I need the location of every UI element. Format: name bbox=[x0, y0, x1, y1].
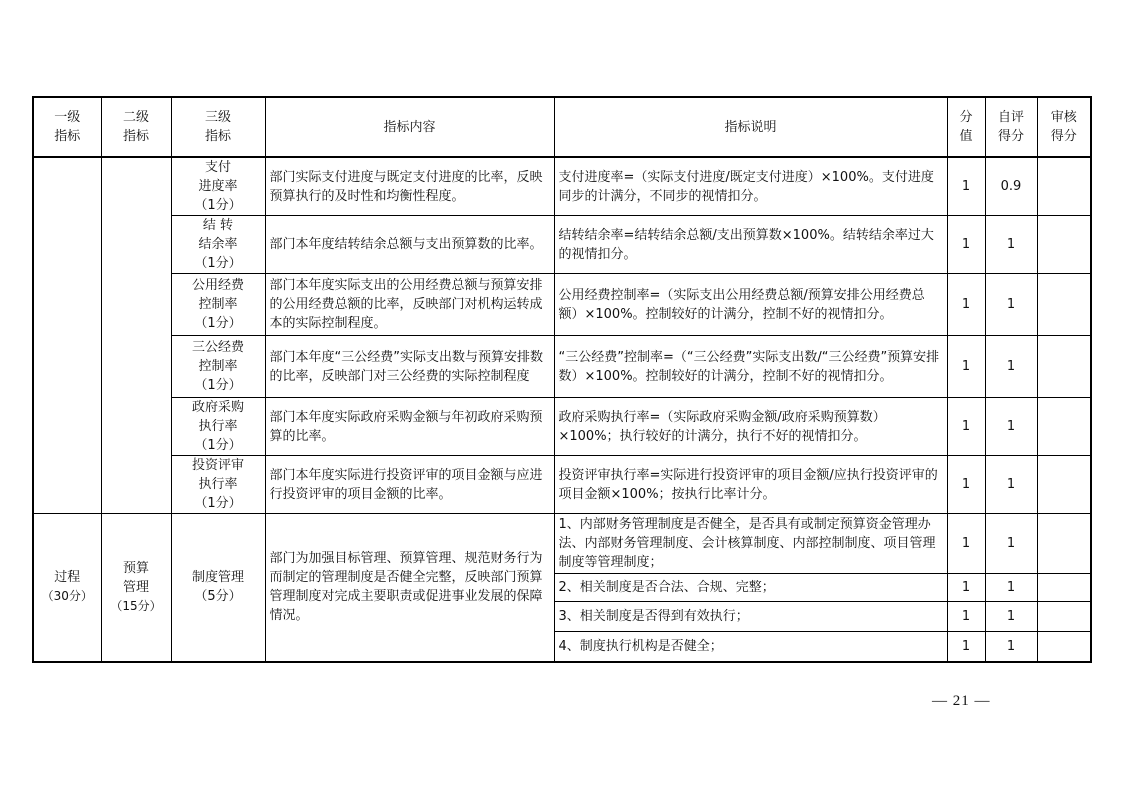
score-cell: 1 bbox=[947, 274, 985, 336]
self-score-cell: 1 bbox=[985, 216, 1037, 274]
header-cell: 分 值 bbox=[947, 97, 985, 157]
audit-score-cell bbox=[1037, 336, 1091, 398]
level3-indicator: 三公经费 控制率 （1分） bbox=[171, 336, 265, 398]
indicator-content: 部门本年度实际支出的公用经费总额与预算安排的公用经费总额的比率，反映部门对机构运转成本的实际控制程度。 bbox=[265, 274, 554, 336]
level2-cell-empty bbox=[101, 157, 171, 514]
level1-cell-empty bbox=[33, 157, 101, 514]
level2-label: 预算 管理 bbox=[122, 560, 149, 595]
level1-cell bbox=[33, 514, 101, 662]
self-score-cell: 1 bbox=[985, 514, 1037, 574]
level3-indicator: 投资评审 执行率 （1分） bbox=[171, 456, 265, 514]
header-cell: 一级 指标 bbox=[33, 97, 101, 157]
self-score-cell: 1 bbox=[985, 574, 1037, 602]
table-row bbox=[33, 216, 1091, 274]
header-cell: 二级 指标 bbox=[101, 97, 171, 157]
indicator-content: 部门本年度结转结余总额与支出预算数的比率。 bbox=[265, 216, 554, 274]
table-row bbox=[33, 274, 1091, 336]
audit-score-cell bbox=[1037, 274, 1091, 336]
indicator-description: “三公经费”控制率=（“三公经费”实际支出数/“三公经费”预算安排数）×100%。控制较好的计满分，控制不好的视情扣分。 bbox=[554, 336, 947, 398]
indicator-description: 支付进度率=（实际支付进度/既定支付进度）×100%。支付进度同步的计满分，不同步的视情扣分。 bbox=[554, 157, 947, 216]
level1-points: （30分） bbox=[41, 589, 93, 604]
table-header-row bbox=[33, 97, 1091, 157]
self-score-cell: 0.9 bbox=[985, 157, 1037, 216]
score-cell: 1 bbox=[947, 632, 985, 662]
indicator-description: 4、制度执行机构是否健全； bbox=[554, 632, 947, 662]
score-cell: 1 bbox=[947, 514, 985, 574]
table-row bbox=[33, 336, 1091, 398]
score-cell: 1 bbox=[947, 602, 985, 632]
level1-label: 过程 bbox=[54, 570, 81, 586]
level3-label: 制度管理 bbox=[191, 570, 244, 586]
self-score-cell: 1 bbox=[985, 632, 1037, 662]
score-cell: 1 bbox=[947, 574, 985, 602]
header-cell: 指标内容 bbox=[265, 97, 554, 157]
indicator-description: 结转结余率=结转结余总额/支出预算数×100%。结转结余率过大的视情扣分。 bbox=[554, 216, 947, 274]
score-cell: 1 bbox=[947, 398, 985, 456]
self-score-cell: 1 bbox=[985, 274, 1037, 336]
audit-score-cell bbox=[1037, 157, 1091, 216]
indicator-description: 3、相关制度是否得到有效执行； bbox=[554, 602, 947, 632]
self-score-cell: 1 bbox=[985, 336, 1037, 398]
level3-indicator: 支付 进度率 （1分） bbox=[171, 157, 265, 216]
indicator-description: 投资评审执行率=实际进行投资评审的项目金额/应执行投资评审的项目金额×100%；按执行比率计分。 bbox=[554, 456, 947, 514]
indicator-content: 部门实际支付进度与既定支付进度的比率，反映预算执行的及时性和均衡性程度。 bbox=[265, 157, 554, 216]
table-row bbox=[33, 456, 1091, 514]
score-cell: 1 bbox=[947, 336, 985, 398]
level3-cell bbox=[171, 514, 265, 662]
table-row bbox=[33, 398, 1091, 456]
indicator-description: 政府采购执行率=（实际政府采购金额/政府采购预算数）×100%；执行较好的计满分，执行不好的视情扣分。 bbox=[554, 398, 947, 456]
audit-score-cell bbox=[1037, 574, 1091, 602]
page-number: — 21 — bbox=[932, 693, 991, 709]
audit-score-cell bbox=[1037, 216, 1091, 274]
score-cell: 1 bbox=[947, 157, 985, 216]
level2-points: （15分） bbox=[110, 598, 162, 613]
self-score-cell: 1 bbox=[985, 398, 1037, 456]
score-cell: 1 bbox=[947, 216, 985, 274]
header-cell: 三级 指标 bbox=[171, 97, 265, 157]
indicator-table bbox=[32, 96, 1092, 663]
level3-indicator: 结 转 结余率 （1分） bbox=[171, 216, 265, 274]
audit-score-cell bbox=[1037, 456, 1091, 514]
table-row bbox=[33, 157, 1091, 216]
audit-score-cell bbox=[1037, 602, 1091, 632]
header-cell: 指标说明 bbox=[554, 97, 947, 157]
audit-score-cell bbox=[1037, 514, 1091, 574]
level3-indicator: 政府采购 执行率 （1分） bbox=[171, 398, 265, 456]
header-cell: 审核 得分 bbox=[1037, 97, 1091, 157]
indicator-description: 1、内部财务管理制度是否健全，是否具有或制定预算资金管理办法、内部财务管理制度、会计核算制度、内部控制制度、项目管理制度等管理制度； bbox=[554, 514, 947, 574]
level3-points: （5分） bbox=[194, 589, 242, 605]
audit-score-cell bbox=[1037, 632, 1091, 662]
self-score-cell: 1 bbox=[985, 456, 1037, 514]
score-cell: 1 bbox=[947, 456, 985, 514]
indicator-content: 部门为加强目标管理、预算管理、规范财务行为而制定的管理制度是否健全完整，反映部门预算管理制度对完成主要职责或促进事业发展的保障情况。 bbox=[265, 514, 554, 662]
audit-score-cell bbox=[1037, 398, 1091, 456]
indicator-description: 公用经费控制率=（实际支出公用经费总额/预算安排公用经费总额）×100%。控制较好的计满分，控制不好的视情扣分。 bbox=[554, 274, 947, 336]
indicator-content: 部门本年度实际进行投资评审的项目金额与应进行投资评审的项目金额的比率。 bbox=[265, 456, 554, 514]
header-cell: 自评 得分 bbox=[985, 97, 1037, 157]
level2-cell bbox=[101, 514, 171, 662]
indicator-description: 2、相关制度是否合法、合规、完整； bbox=[554, 574, 947, 602]
indicator-content: 部门本年度实际政府采购金额与年初政府采购预算的比率。 bbox=[265, 398, 554, 456]
table-row bbox=[33, 514, 1091, 574]
indicator-content: 部门本年度“三公经费”实际支出数与预算安排数的比率，反映部门对三公经费的实际控制程度 bbox=[265, 336, 554, 398]
self-score-cell: 1 bbox=[985, 602, 1037, 632]
level3-indicator: 公用经费 控制率 （1分） bbox=[171, 274, 265, 336]
